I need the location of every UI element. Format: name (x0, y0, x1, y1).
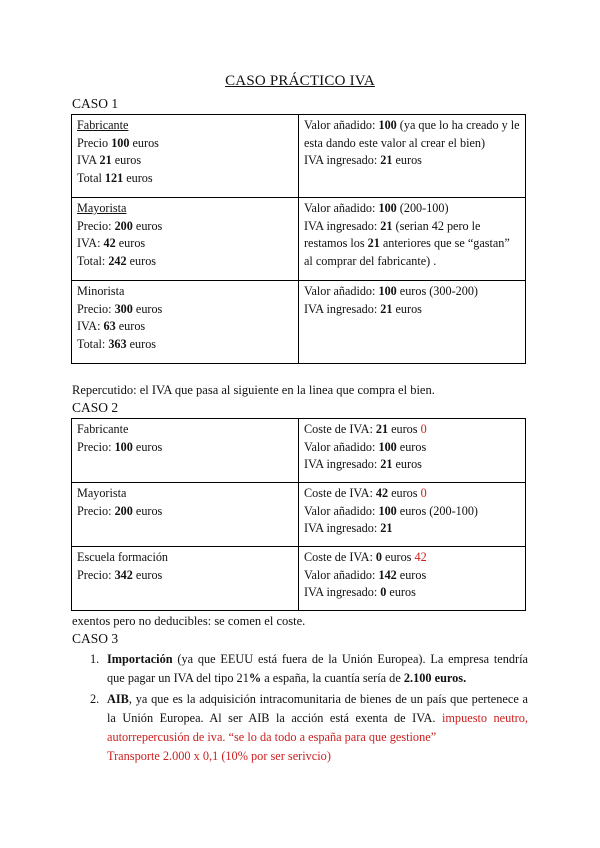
valor-anadido-line: Valor añadido: 142 euros (304, 567, 427, 582)
caso2-mayorista-cell (72, 483, 299, 547)
coste-iva-line: Coste de IVA: 0 euros 42 (304, 550, 427, 564)
price-line: Precio: 200 euros (77, 503, 163, 518)
caso2-fabricante-cell (72, 419, 299, 483)
iva-ingresado-line: IVA ingresado: 0 euros (304, 585, 416, 599)
iva-line: IVA: 63 euros (77, 319, 146, 333)
valor-anadido-line: Valor añadido: 100 euros (304, 439, 427, 454)
caso2-escuela-cell (72, 547, 299, 611)
caso2-heading: CASO 2 (72, 400, 119, 415)
caso3-heading: CASO 3 (72, 631, 119, 646)
caso1-mayorista-cell (72, 198, 299, 281)
list-item: 2. AIB, ya que es la adquisición intracomunitaria de bienes de un país que pertenece a la Unión Europea. Al ser AIB la acción está exenta de IVA. impuesto neutro, autorrepercusión de iva. “se lo da todo a españa para que gestione” Transporte 2.000 x 0,1 (10% por ser serivcio) (72, 690, 528, 766)
valor-anadido-line: Valor añadido: 100 euros (200-100) (304, 503, 478, 518)
caso1-mayorista-detail-cell (299, 198, 526, 281)
red-annotation-transport: Transporte 2.000 x 0,1 (10% por ser serivcio) (107, 749, 331, 763)
table-row (72, 198, 526, 281)
table-row (72, 419, 526, 483)
caso1-fabricante-cell (72, 115, 299, 198)
caso2-fabricante-detail-cell (299, 419, 526, 483)
page-title: CASO PRÁCTICO IVA (225, 73, 375, 89)
role-name: Fabricante (77, 118, 129, 132)
valor-anadido-line: Valor añadido: 100 (200-100) (304, 201, 449, 215)
coste-iva-line: Coste de IVA: 21 euros 0 (304, 422, 427, 436)
list-number: 2. (90, 692, 100, 706)
iva-line: IVA 21 euros (77, 153, 142, 167)
caso3-list (72, 650, 528, 766)
iva-ingresado-line: IVA ingresado: 21 euros (304, 457, 422, 471)
price-line: Precio: 100 euros (77, 439, 163, 454)
role-name: Escuela formación (77, 550, 169, 564)
caso1-minorista-cell (72, 281, 299, 364)
caso2-table (71, 418, 526, 611)
table-row (72, 547, 526, 611)
price-line: Precio: 200 euros (77, 218, 163, 233)
table-row (72, 483, 526, 547)
table-row (72, 115, 526, 198)
coste-iva-line: Coste de IVA: 42 euros 0 (304, 486, 427, 500)
caso1-table (71, 114, 526, 364)
iva-ingresado-line: IVA ingresado: 21 (serian 42 pero le restamos los 21 anteriores que se “gastan” al comprar del fabricante) . (304, 218, 510, 268)
caso1-fabricante-detail-cell (299, 115, 526, 198)
caso2-escuela-detail-cell (299, 547, 526, 611)
iva-line: IVA: 42 euros (77, 236, 146, 250)
total-line: Total: 242 euros (77, 253, 157, 268)
role-name: Minorista (77, 284, 125, 298)
table-row (72, 281, 526, 364)
caso1-heading: CASO 1 (72, 96, 119, 111)
role-name: Mayorista (77, 486, 127, 500)
valor-anadido-line: Valor añadido: 100 (ya que lo ha creado y le esta dando este valor al crear el bien) (304, 118, 520, 150)
red-annotation: impuesto neutro, autorrepercusión de iva. “se lo da todo a españa para que gestione” (107, 711, 529, 744)
total-line: Total 121 euros (77, 170, 153, 185)
iva-ingresado-line: IVA ingresado: 21 euros (304, 153, 422, 167)
list-number: 1. (90, 652, 100, 666)
price-line: Precio: 300 euros (77, 301, 163, 316)
exentos-note: exentos pero no deducibles: se comen el coste. (72, 614, 306, 628)
caso1-minorista-detail-cell (299, 281, 526, 364)
iva-ingresado-line: IVA ingresado: 21 euros (304, 301, 422, 316)
caso2-mayorista-detail-cell (299, 483, 526, 547)
price-line: Precio 100 euros (77, 135, 159, 150)
valor-anadido-line: Valor añadido: 100 euros (300-200) (304, 284, 478, 298)
role-name: Fabricante (77, 422, 129, 436)
iva-ingresado-line: IVA ingresado: 21 (304, 521, 393, 535)
role-name: Mayorista (77, 201, 127, 215)
list-item: 1. Importación (ya que EEUU está fuera de la Unión Europea). La empresa tendría que pagar un IVA del tipo 21% a españa, la cuantía sería de 2.100 euros. (90, 652, 528, 685)
total-line: Total: 363 euros (77, 336, 157, 351)
price-line: Precio: 342 euros (77, 567, 163, 582)
repercutido-note: Repercutido: el IVA que pasa al siguiente en la linea que compra el bien. (72, 383, 435, 397)
